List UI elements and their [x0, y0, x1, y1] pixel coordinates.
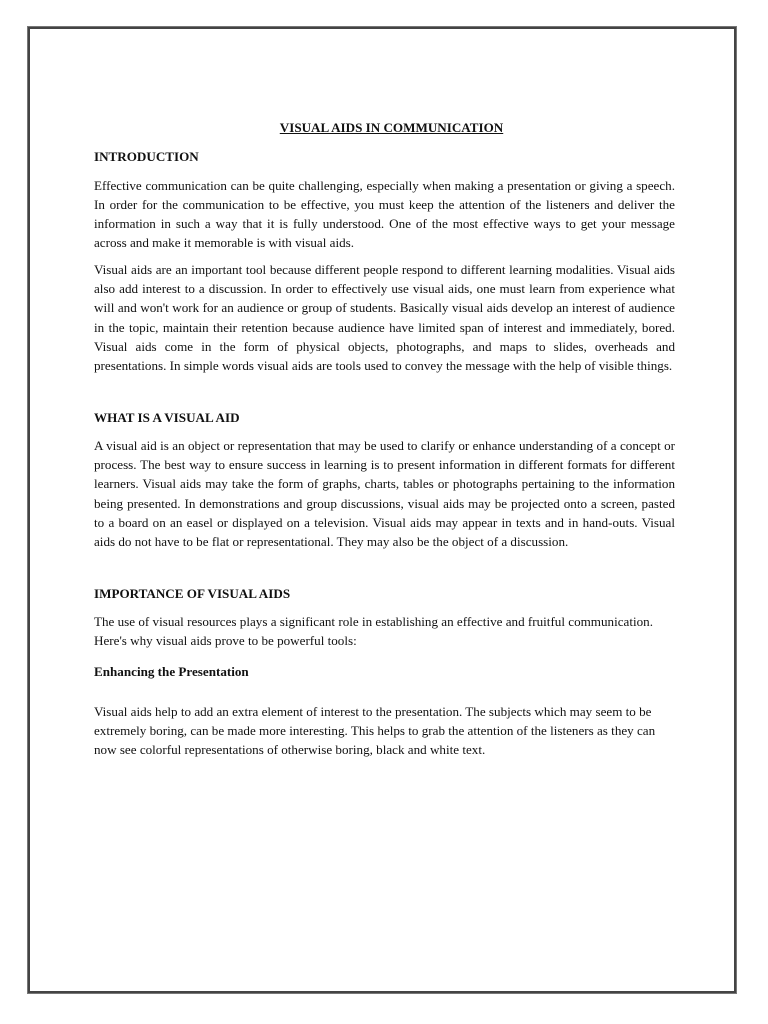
enhancing-paragraph: Visual aids help to add an extra element of interest to the presentation. The subjects which may seem to be extremely boring, can be made more interesting. This helps to grab the attention of the listeners as they can now see colorful representations of otherwise boring, black and white text.	[94, 703, 656, 758]
subheading-enhancing-presentation: Enhancing the Presentation	[94, 663, 249, 679]
heading-importance-of-visual-aids: IMPORTANCE OF VISUAL AIDS	[94, 585, 291, 601]
intro-paragraph-2: Visual aids are an important tool because different people respond to different learning modalities. Visual aids also add interest to a discussion. In order to effectively use visual aids, one must learn from experience what will and won't work for an audience or group of students. Basically visual aids develop an interest of audience in the topic, maintain their retention because audience have limited span of interest and immediately, bored. Visual aids come in the form of physical objects, photographs, and maps to slides, overheads and presentations. In simple words visual aids are tools used to convey the message with the help of visible things.	[94, 261, 675, 374]
importance-paragraph: The use of visual resources plays a significant role in establishing an effective and fruitful communication. Here's why visual aids prove to be powerful tools:	[94, 613, 653, 649]
heading-what-is-a-visual-aid: WHAT IS A VISUAL AID	[94, 409, 240, 425]
document-title: VISUAL AIDS IN COMMUNICATION	[279, 120, 504, 135]
document-body	[94, 118, 675, 760]
heading-introduction: INTRODUCTION	[94, 149, 199, 165]
what-is-paragraph: A visual aid is an object or representation that may be used to clarify or enhance understanding of a concept or process. The best way to ensure success in learning is to present information in different formats for different learners. Visual aids may take the form of graphs, charts, tables or photographs pertaining to the information being presented. In demonstrations and group discussions, visual aids may be projected onto a screen, pasted to a board on an easel or displayed on a television. Visual aids may appear in texts and in hand-outs. Visual aids do not have to be flat or representational. They may also be the object of a discussion.	[94, 437, 675, 550]
intro-paragraph-1: Effective communication can be quite challenging, especially when making a presentation or giving a speech. In order for the communication to be effective, you must keep the attention of the listeners and deliver the information in such a way that it is fully understood. One of the most effective ways to get your message across and make it memorable is with visual aids.	[94, 177, 675, 251]
